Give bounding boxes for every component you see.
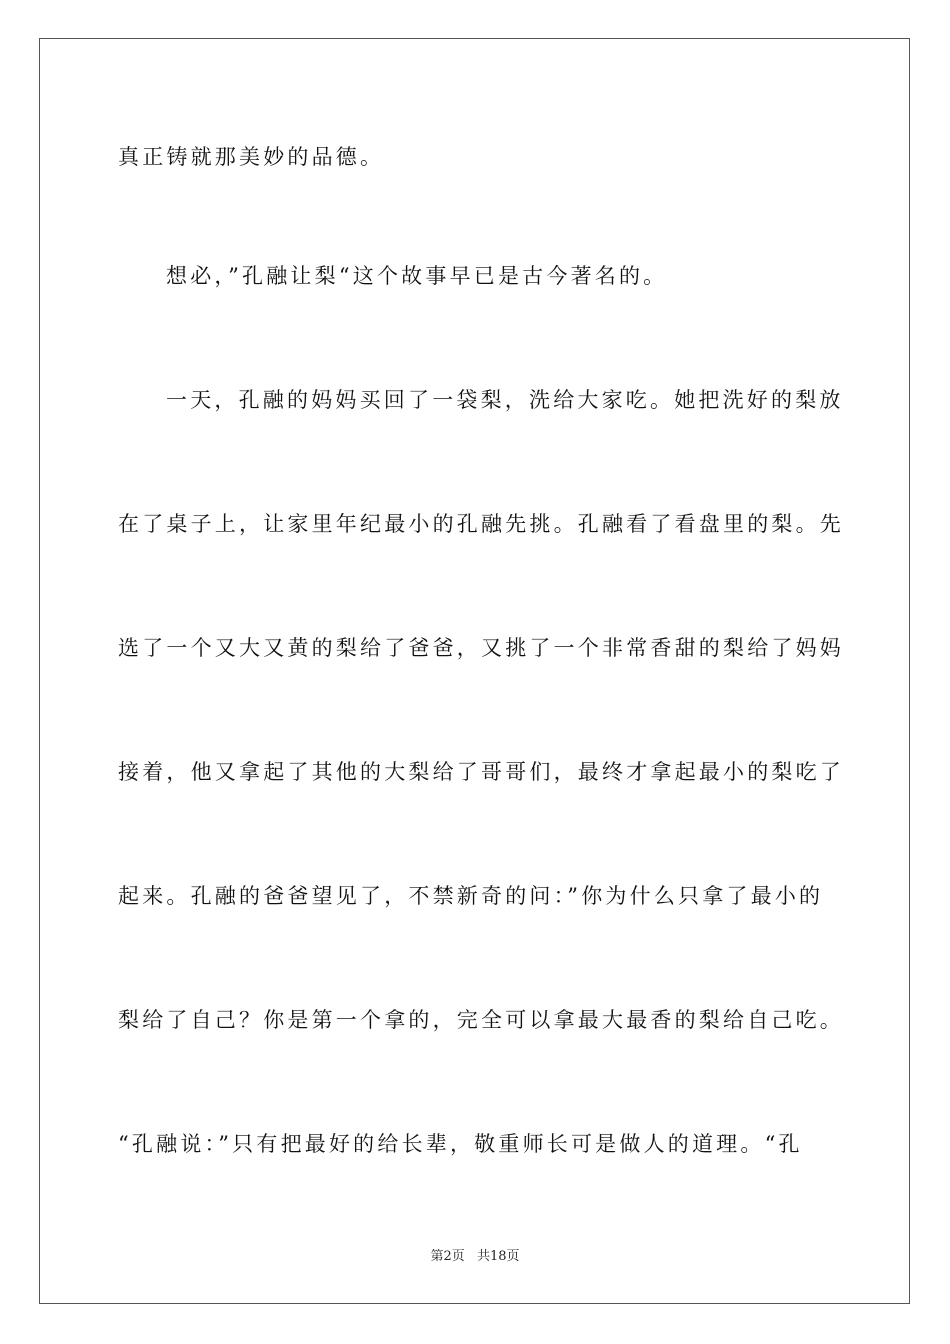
text-line: 梨给了自己？你是第一个拿的，完全可以拿最大最香的梨给自己吃。 bbox=[118, 1008, 844, 1032]
text-line: 起来。孔融的爸爸望见了，不禁新奇的问：”你为什么只拿了最小的 bbox=[118, 884, 824, 908]
paragraph-line: 想必，”孔融让梨“这个故事早已是古今著名的。 bbox=[166, 264, 668, 288]
total-pages: 共18页 bbox=[476, 1249, 520, 1264]
page-number: 第2页 bbox=[430, 1249, 465, 1264]
text-line: 接着，他又拿起了其他的大梨给了哥哥们，最终才拿起最小的梨吃了 bbox=[118, 760, 844, 784]
text-line: 在了桌子上，让家里年纪最小的孔融先挑。孔融看了看盘里的梨。先 bbox=[118, 512, 844, 536]
page-border bbox=[39, 38, 910, 1304]
text-line: “孔融说：”只有把最好的给长辈，敬重师长可是做人的道理。“孔 bbox=[118, 1132, 803, 1156]
paragraph-line: 一天，孔融的妈妈买回了一袋梨，洗给大家吃。她把洗好的梨放 bbox=[166, 388, 844, 412]
text-line: 选了一个又大又黄的梨给了爸爸，又挑了一个非常香甜的梨给了妈妈 bbox=[118, 636, 844, 660]
text-line: 真正铸就那美妙的品德。 bbox=[118, 145, 385, 169]
page-footer bbox=[0, 1248, 950, 1266]
